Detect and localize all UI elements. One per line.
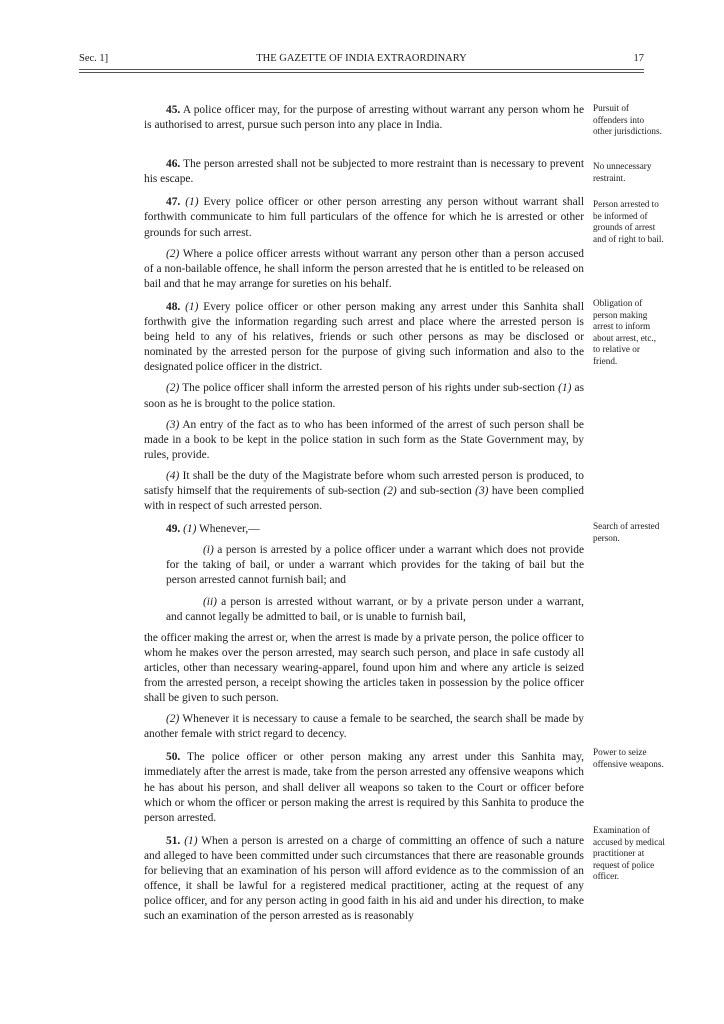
margin-note-49: Search of arrested person.	[593, 521, 660, 543]
section-48-sub-2	[144, 381, 584, 411]
subsection-mark: (2)	[166, 382, 180, 395]
section-50	[144, 750, 584, 825]
section-text: The police officer or other person making any arrest under this Sanhita may, immediately after the arrest is made, take from the person arrested any offensive weapons which he has about his person, and shall deliver all weapons so taken to the Court or officer before which or whom the officer or person making the arrest is required by this Sanhita to produce the person arrested.	[144, 751, 584, 824]
section-49-sub-1	[144, 522, 584, 537]
section-text: A police officer may, for the purpose of arresting without warrant any person whom he is authorised to arrest, pursue such person into any place in India.	[144, 104, 584, 132]
section-number: 51.	[166, 834, 181, 847]
section-number: 50.	[166, 751, 181, 764]
main-text	[144, 103, 584, 924]
section-text: a person is arrested without warrant, or by a private person under a warrant, and cannot legally be admitted to bail, or is unable to furnish bail,	[166, 595, 584, 623]
subsection-mark: (1)	[184, 834, 198, 847]
margin-note-48: Obligation of person making arrest to inform about arrest, etc., to relative or friend.	[593, 298, 657, 366]
section-text: It shall be the duty of the Magistrate before whom such arrested person is produced, to satisfy himself that the requirements of sub-section	[144, 469, 584, 497]
subsection-mark: (2)	[166, 713, 180, 726]
subsection-mark: (4)	[166, 469, 180, 482]
section-49-sub-2	[144, 712, 584, 742]
section-49-clause-ii	[144, 595, 584, 625]
section-text: have been complied with in respect of such arrested person.	[144, 484, 585, 513]
section-number: 46.	[166, 158, 181, 171]
section-49-continuation	[144, 631, 584, 706]
margin-note-45: Pursuit of offenders into other jurisdictions.	[593, 103, 662, 137]
margin-note-50: Power to seize offensive weapons.	[593, 747, 664, 769]
section-47-sub-2	[144, 247, 584, 292]
clause-mark: (i)	[203, 544, 214, 557]
section-text: Where a police officer arrests without warrant any person other than a person accused of a non-bailable offence, he shall inform the person arrested that he is entitled to be released on bail and that he may arrange for sureties on his behalf.	[144, 247, 584, 290]
section-text: Every police officer or other person arresting any person without warrant shall forthwith communicate to him full particulars of the offence for which he is arrested or other grounds for such arrest.	[144, 196, 584, 239]
header-page-number: 17	[633, 53, 644, 64]
header-rule-top	[79, 69, 644, 70]
subsection-mark: (1)	[185, 196, 199, 209]
section-text: Every police officer or other person making any arrest under this Sanhita shall forthwith give the information regarding such arrest and place where the arrested person is being held to any of his relatives, friends or such other persons as may be disclosed or nominated by the arrested person for the purpose of giving such information and also to the designated police officer in the district.	[144, 300, 584, 374]
margin-note-47: Person arrested to be informed of grounds of arrest and of right to bail.	[593, 199, 664, 244]
subsection-mark: (3)	[166, 418, 180, 431]
section-text: Whenever,—	[196, 523, 260, 536]
section-48-sub-1	[144, 300, 584, 375]
page-header	[79, 52, 644, 66]
section-51-sub-1	[144, 834, 584, 925]
header-title: THE GAZETTE OF INDIA EXTRAORDINARY	[256, 53, 467, 64]
margin-note-51: Examination of accused by medical practitioner at request of police officer.	[593, 825, 665, 882]
section-text: Whenever it is necessary to cause a female to be searched, the search shall be made by another female with strict regard to decency.	[144, 713, 584, 741]
clause-mark: (ii)	[203, 595, 217, 608]
section-number: 47.	[166, 196, 181, 209]
section-48-sub-4	[144, 469, 584, 514]
section-47-sub-1	[144, 195, 584, 240]
section-text: as soon as he is brought to the police station.	[144, 382, 584, 410]
section-49-clause-i	[144, 543, 584, 588]
subsection-ref: (3)	[475, 484, 489, 497]
subsection-mark: (2)	[166, 247, 180, 260]
header-section: Sec. 1]	[79, 53, 109, 64]
section-text: An entry of the fact as to who has been informed of the arrest of such person shall be made in a book to be kept in the police station in such form as the State Government may, by rules, provide.	[144, 418, 584, 461]
section-number: 48.	[166, 300, 181, 313]
section-text: the officer making the arrest or, when the arrest is made by a private person, the police officer to whom he makes over the person arrested, may search such person, and place in safe custody all articles, other than necessary wearing-apparel, found upon him and where any article is seized from the arrested person, a receipt showing the articles taken in possession by the police officer shall be given to such person.	[144, 631, 584, 705]
section-number: 49.	[166, 523, 181, 536]
section-text: The police officer shall inform the arrested person of his rights under sub-section	[179, 382, 559, 395]
subsection-ref: (2)	[383, 484, 397, 497]
section-45	[144, 103, 584, 133]
margin-note-46: No unnecessary restraint.	[593, 161, 652, 183]
section-text: a person is arrested by a police officer under a warrant which does not provide for the taking of bail, or under a warrant which provides for the taking of bail but the person arrested cannot furnish bail; and	[166, 544, 584, 587]
section-number: 45.	[166, 104, 181, 116]
section-46	[144, 157, 584, 187]
subsection-mark: (1)	[185, 300, 199, 313]
section-text: and sub-section	[396, 484, 476, 497]
section-48-sub-3	[144, 418, 584, 463]
section-text: When a person is arrested on a charge of committing an offence of such a nature and alleged to have been committed under such circumstances that there are reasonable grounds for believing that an examination of his person will afford evidence as to the commission of an offence, it shall be lawful for a registered medical practitioner, acting at the request of any police officer, and for any person acting in good faith in his aid and under his direction, to make such an examination of the person arrested as is reasonably	[144, 834, 585, 923]
subsection-ref: (1)	[558, 382, 572, 395]
subsection-mark: (1)	[183, 523, 197, 536]
section-text: The person arrested shall not be subjected to more restraint than is necessary to prevent his escape.	[144, 158, 584, 186]
header-rule-bottom	[79, 72, 644, 73]
